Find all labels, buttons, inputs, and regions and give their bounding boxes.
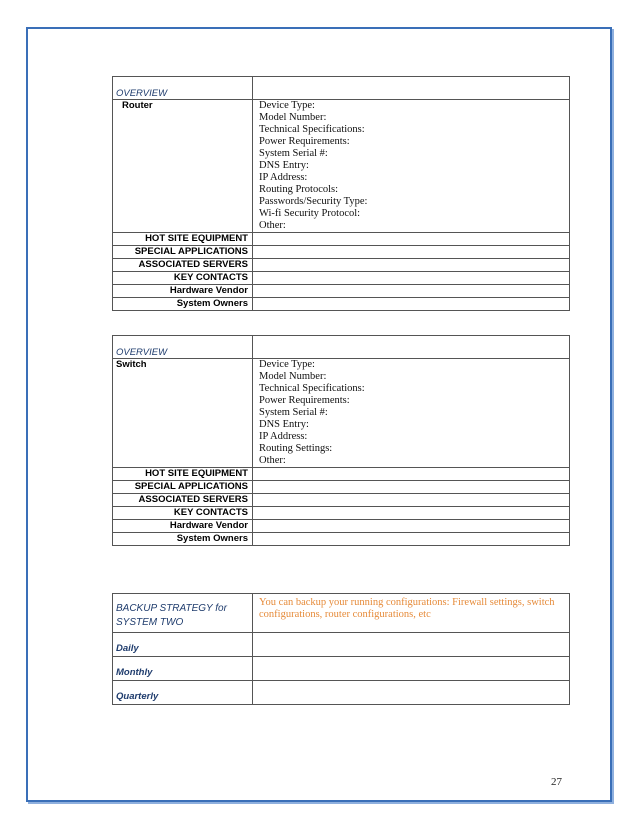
backup-row-label: Daily	[113, 633, 253, 657]
spec-line: Other:	[259, 220, 286, 231]
spec-line: Power Requirements:	[259, 395, 350, 406]
backup-header-label: BACKUP STRATEGY for SYSTEM TWO	[113, 594, 253, 633]
router-row-label: System Owners	[113, 298, 253, 311]
backup-row-label: Quarterly	[113, 681, 253, 705]
spec-line: Technical Specifications:	[259, 124, 365, 135]
router-overview-table	[112, 76, 570, 311]
router-row-label: KEY CONTACTS	[113, 272, 253, 285]
switch-row-label: ASSOCIATED SERVERS	[113, 494, 253, 507]
router-spec-cell	[253, 100, 570, 233]
spec-line: Device Type:	[259, 359, 315, 370]
router-row-label: SPECIAL APPLICATIONS	[113, 246, 253, 259]
spec-line: Wi-fi Security Protocol:	[259, 208, 361, 219]
switch-spec-cell	[253, 359, 570, 468]
spec-line: DNS Entry:	[259, 160, 309, 171]
spec-line: Routing Protocols:	[259, 184, 339, 195]
backup-strategy-table	[112, 593, 570, 705]
spec-line: Device Type:	[259, 100, 315, 111]
spec-line: Model Number:	[259, 371, 327, 382]
switch-row-label: SPECIAL APPLICATIONS	[113, 481, 253, 494]
switch-overview-label: OVERVIEW	[113, 336, 253, 359]
spec-line: Model Number:	[259, 112, 327, 123]
spec-line: Routing Settings:	[259, 443, 333, 454]
switch-overview-table	[112, 335, 570, 546]
router-overview-label: OVERVIEW	[113, 77, 253, 100]
page-number: 27	[551, 776, 562, 788]
spec-line: System Serial #:	[259, 407, 328, 418]
spec-line: Technical Specifications:	[259, 383, 365, 394]
backup-row-label: Monthly	[113, 657, 253, 681]
spec-line: IP Address:	[259, 172, 308, 183]
spec-line: IP Address:	[259, 431, 308, 442]
spec-line: Other:	[259, 455, 286, 466]
spec-line: System Serial #:	[259, 148, 328, 159]
spec-line: Passwords/Security Type:	[259, 196, 368, 207]
backup-header-note: You can backup your running configurations: Firewall settings, switch configurations, router configurations, etc	[253, 594, 570, 633]
spec-line: Power Requirements:	[259, 136, 350, 147]
router-row-label: HOT SITE EQUIPMENT	[113, 233, 253, 246]
switch-device-label: Switch	[113, 359, 253, 468]
switch-row-label: System Owners	[113, 533, 253, 546]
switch-row-label: KEY CONTACTS	[113, 507, 253, 520]
router-row-label: Hardware Vendor	[113, 285, 253, 298]
switch-row-label: Hardware Vendor	[113, 520, 253, 533]
router-row-label: ASSOCIATED SERVERS	[113, 259, 253, 272]
router-device-label: Router	[113, 100, 253, 233]
switch-row-label: HOT SITE EQUIPMENT	[113, 468, 253, 481]
spec-line: DNS Entry:	[259, 419, 309, 430]
